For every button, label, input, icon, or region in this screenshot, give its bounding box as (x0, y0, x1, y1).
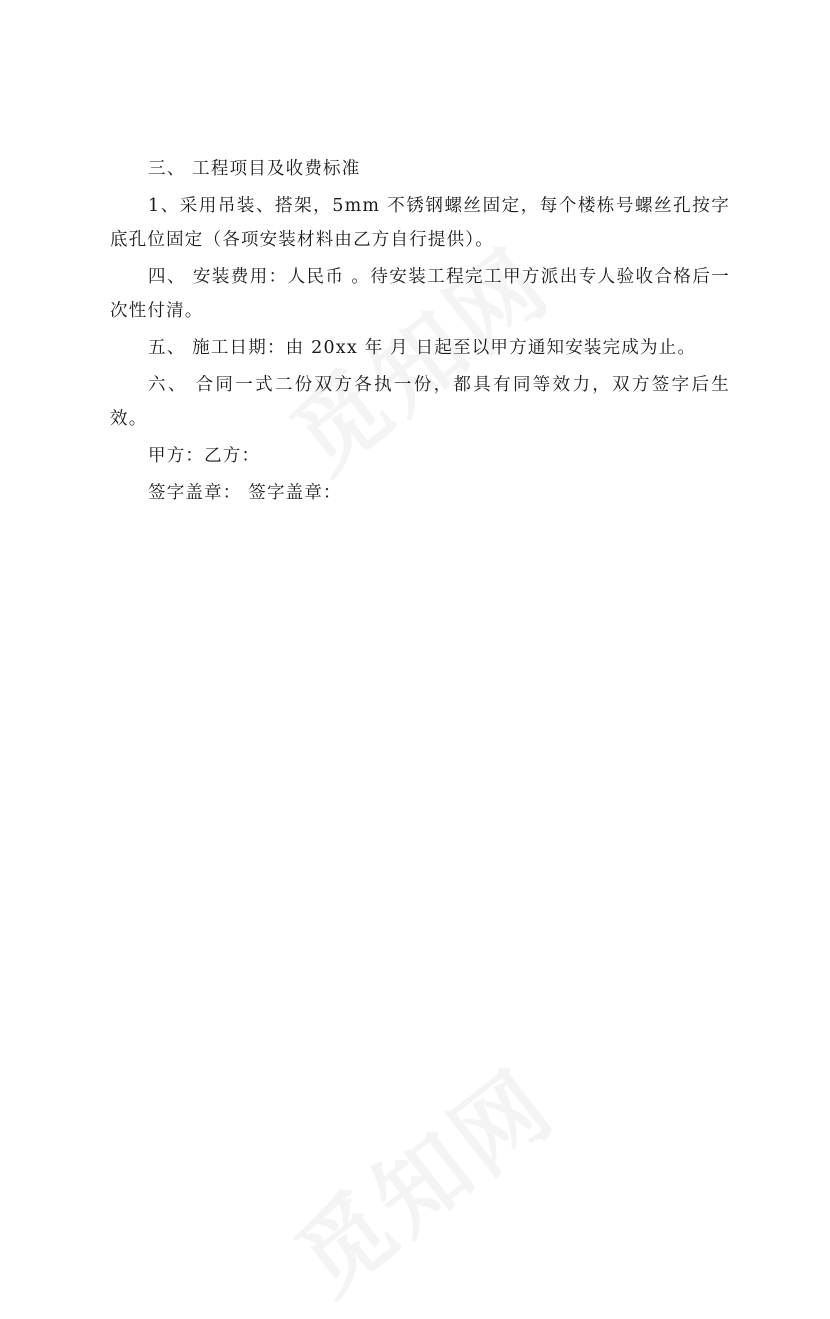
contract-body (110, 152, 730, 513)
watermark-bottom (265, 1030, 575, 1309)
party-labels: 甲方：乙方： (148, 446, 261, 466)
clause-installation-method: 1、采用吊装、搭架，5mm 不锈钢螺丝固定，每个楼栋号螺丝孔按字底孔位固定（各项安装材料由乙方自行提供）。 (110, 196, 730, 250)
clause-construction-date: 五、 施工日期：由 20xx 年 月 日起至以甲方通知安装完成为止。 (148, 338, 697, 358)
section-heading-fee-standard: 三、 工程项目及收费标准 (148, 159, 361, 179)
clause-contract-copies: 六、 合同一式二份双方各执一份，都具有同等效力，双方签字后生效。 (110, 375, 730, 429)
signature-labels: 签字盖章： 签字盖章： (148, 483, 342, 503)
clause-installation-fee: 四、 安装费用：人民币 。待安装工程完工甲方派出专人验收合格后一次性付清。 (110, 267, 730, 321)
